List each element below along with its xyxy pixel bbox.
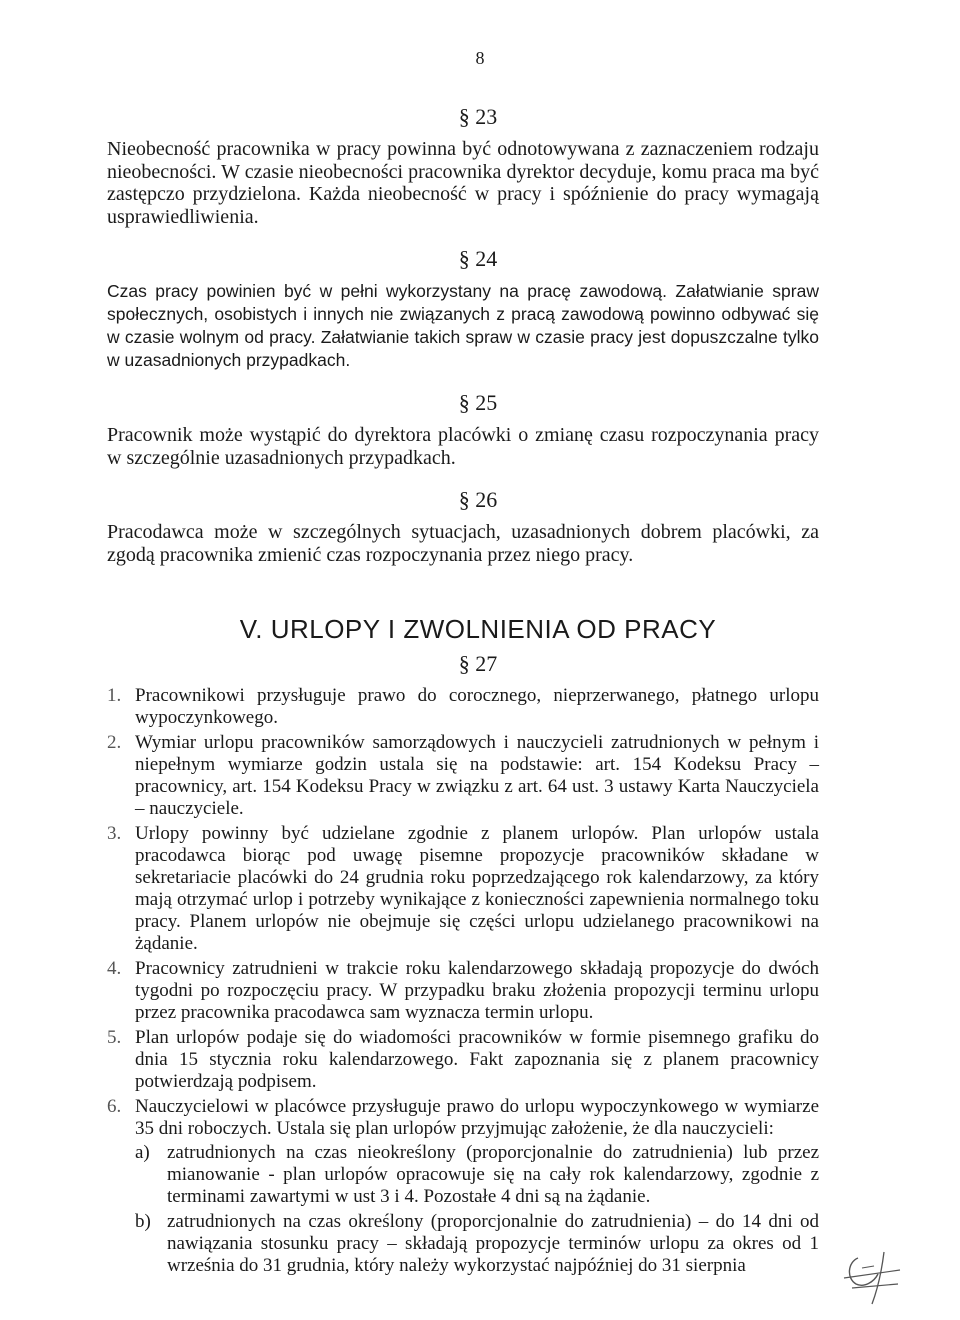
list-item bbox=[107, 685, 819, 729]
sub-list bbox=[135, 1142, 819, 1277]
section-27-title: § 27 bbox=[458, 651, 498, 676]
section-26-text: Pracodawca może w szczególnych sytuacjach, uzasadnionych dobrem placówki, za zgodą pracownika zmienić czas rozpoczynania przez niego pracy. bbox=[107, 521, 819, 566]
section-23-text: Nieobecność pracownika w pracy powinna być odnotowywana z zaznaczeniem rodzaju nieobecności. W czasie nieobecności pracownika dyrektor decyduje, komu praca ma być zastępczo przydzielona. Każda nieobecność w pracy i spóźnienie do pracy wymagają usprawiedliwienia. bbox=[107, 138, 819, 228]
list-item-number: 2. bbox=[107, 732, 122, 753]
section-25-title: § 25 bbox=[458, 390, 498, 415]
list-item-text: Plan urlopów podaje się do wiadomości pracowników w formie pisemnego grafiku do dnia 15 stycznia roku kalendarzowego. Fakt zapoznania się z planem pracownicy potwierdzają podpisem. bbox=[135, 1027, 819, 1092]
section-24-text: Czas pracy powinien być w pełni wykorzystany na pracę zawodową. Załatwianie spraw społecznych, osobistych i innych nie związanych z pracą zawodową powinno odbywać się w czasie wolnym od pracy. Załatwianie takich spraw w czasie pracy jest dopuszczalne tylko w uzasadnionych przypadkach. bbox=[107, 281, 819, 370]
list-item-text: Wymiar urlopu pracowników samorządowych i nauczycieli zatrudnionych w pełnym i niepełnym wymiarze godzin ustala się na podstawie: art. 154 Kodeksu Pracy – pracownicy, art. 154 Kodeksu Pracy w związku z art. 64 ust. 3 ustawy Karta Nauczyciela – nauczyciele. bbox=[135, 732, 819, 819]
sub-list-item-letter: a) bbox=[135, 1142, 150, 1163]
list-item-number: 6. bbox=[107, 1096, 122, 1117]
list-item-text: Pracownicy zatrudnieni w trakcie roku kalendarzowego składają propozycje do dwóch tygodni po rozpoczęciu pracy. W przypadku braku złożenia propozycji terminu urlopu przez pracownika pracodawca sam wyznacza termin urlopu. bbox=[135, 958, 819, 1023]
list-item bbox=[107, 1096, 819, 1277]
list-item-number: 1. bbox=[107, 685, 122, 706]
section-25-text: Pracownik może wystąpić do dyrektora placówki o zmianę czasu rozpoczynania pracy w szczególnie uzasadnionych przypadkach. bbox=[107, 424, 819, 469]
list-item-number: 5. bbox=[107, 1027, 122, 1048]
sub-list-item bbox=[135, 1142, 819, 1208]
section-24-title: § 24 bbox=[458, 246, 498, 271]
sub-list-item-text: zatrudnionych na czas nieokreślony (proporcjonalnie do zatrudnienia) lub przez mianowanie - plan urlopów opracowuje się na cały rok kalendarzowy, zgodnie z terminami zawartymi w ust 3 i 4. Pozostałe 4 dni są na żądanie. bbox=[167, 1142, 819, 1207]
list-item-text: Urlopy powinny być udzielane zgodnie z planem urlopów. Plan urlopów ustala pracodawca biorąc pod uwagę pisemne propozycje pracowników składane w sekretariacie placówki do 24 grudnia roku poprzedzającego rok kalendarzowy, za który mają otrzymać urlop i potrzeby wynikające z konieczności zapewnienia normalnego toku pracy. Planem urlopów nie obejmuje się części urlopu udzielanego pracownikowi na żądanie. bbox=[135, 823, 819, 954]
list-item bbox=[107, 1027, 819, 1093]
section-27-list bbox=[107, 685, 819, 1277]
section-26-title: § 26 bbox=[458, 487, 498, 512]
signature-initials bbox=[838, 1248, 904, 1306]
section-23-title: § 23 bbox=[458, 104, 498, 129]
list-item bbox=[107, 823, 819, 955]
list-item-text: Nauczycielowi w placówce przysługuje prawo do urlopu wypoczynkowego w wymiarze 35 dni roboczych. Ustala się plan urlopów przyjmując założenie, że dla nauczycieli: bbox=[135, 1096, 819, 1139]
page-number: 8 bbox=[475, 48, 485, 68]
list-item-text: Pracownikowi przysługuje prawo do corocznego, nieprzerwanego, płatnego urlopu wypoczynkowego. bbox=[135, 685, 819, 728]
list-item-number: 3. bbox=[107, 823, 122, 844]
chapter-title: V. URLOPY I ZWOLNIENIA OD PRACY bbox=[239, 614, 717, 644]
list-item bbox=[107, 732, 819, 820]
sub-list-item-text: zatrudnionych na czas określony (proporcjonalnie do zatrudnienia) – do 14 dni od nawiązania stosunku pracy – składają propozycje terminów urlopu za okres od 1 września do 31 grudnia, który należy wykorzystać najpóźniej do 31 sierpnia bbox=[167, 1211, 819, 1276]
list-item-number: 4. bbox=[107, 958, 122, 979]
list-item bbox=[107, 958, 819, 1024]
document-body bbox=[107, 104, 819, 1280]
sub-list-item-letter: b) bbox=[135, 1211, 151, 1232]
sub-list-item bbox=[135, 1211, 819, 1277]
